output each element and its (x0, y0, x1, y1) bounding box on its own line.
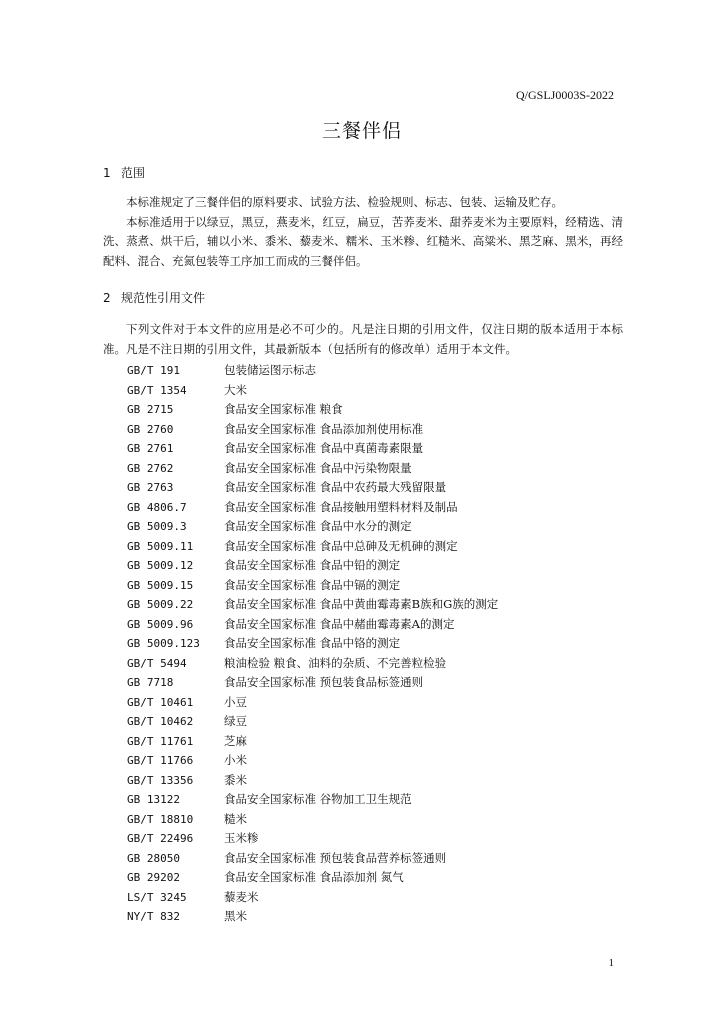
reference-code: GB 29202 (127, 871, 180, 884)
section-2-number: 2 (103, 291, 111, 305)
reference-title: 黑米 (224, 909, 247, 923)
reference-item (127, 751, 498, 771)
reference-title: 玉米糁 (224, 831, 259, 845)
scope-paragraph-1: 本标准规定了三餐伴侣的原料要求、试验方法、检验规则、标志、包装、运输及贮存。 (126, 195, 563, 209)
reference-code: GB 2760 (127, 422, 174, 436)
reference-title: 小米 (224, 753, 247, 767)
reference-title: 小豆 (224, 694, 247, 709)
section-1-body (103, 193, 623, 271)
reference-code: GB/T 10461 (127, 695, 194, 709)
reference-code: GB 28050 (127, 851, 180, 865)
reference-code: GB/T 191 (127, 364, 180, 377)
reference-list (127, 361, 498, 927)
reference-item (127, 907, 498, 927)
reference-code: GB 2715 (127, 403, 174, 416)
reference-code: GB/T 1354 (127, 383, 187, 397)
reference-item (127, 459, 498, 479)
reference-title: 糙米 (224, 811, 247, 826)
section-1-number: 1 (103, 166, 111, 180)
reference-title: 食品安全国家标准 食品中赭曲霉毒素A的测定 (224, 616, 455, 631)
reference-item (127, 478, 498, 498)
reference-title: 粮油检验 粮食、油料的杂质、不完善粒检验 (224, 655, 447, 670)
reference-code: GB 2763 (127, 481, 174, 494)
reference-code: GB/T 18810 (127, 812, 194, 826)
reference-item (127, 420, 498, 440)
reference-code: GB/T 11761 (127, 734, 194, 748)
reference-item (127, 771, 498, 791)
reference-code: GB 4806.7 (127, 500, 187, 514)
reference-title: 食品安全国家标准 食品中黄曲霉毒素B族和G族的测定 (224, 597, 499, 611)
reference-item (127, 400, 498, 420)
reference-item (127, 381, 498, 401)
reference-code: GB/T 5494 (127, 656, 187, 670)
reference-title: 食品安全国家标准 食品中铅的测定 (224, 558, 401, 572)
reference-title: 食品安全国家标准 食品中铬的测定 (224, 636, 401, 650)
reference-code: GB/T 11766 (127, 754, 194, 767)
reference-code: GB/T 22496 (127, 832, 194, 845)
reference-item (127, 732, 498, 752)
reference-title: 食品安全国家标准 预包装食品营养标签通则 (224, 850, 447, 865)
reference-code: GB 5009.22 (127, 598, 194, 611)
reference-item (127, 439, 498, 459)
reference-item (127, 654, 498, 674)
reference-title: 食品安全国家标准 食品添加剂使用标准 (224, 421, 424, 436)
reference-code: GB 5009.12 (127, 559, 194, 572)
reference-item (127, 595, 498, 615)
reference-title: 食品安全国家标准 粮食 (224, 402, 343, 416)
reference-code: GB 13122 (127, 793, 180, 806)
references-intro: 下列文件对于本文件的应用是必不可少的。凡是注日期的引用文件，仅注日期的版本适用于本标准。凡是不注日期的引用文件，其最新版本（包括所有的修改单）适用于本文件。 (103, 322, 623, 356)
reference-title: 包装储运图示标志 (224, 363, 316, 377)
section-1-heading (103, 164, 145, 181)
reference-item (127, 634, 498, 654)
reference-item (127, 498, 498, 518)
reference-title: 食品安全国家标准 食品添加剂 氮气 (224, 870, 404, 884)
section-2-heading (103, 289, 205, 306)
reference-title: 大米 (224, 382, 247, 397)
scope-paragraph-2: 本标准适用于以绿豆，黑豆，燕麦米，红豆，扁豆，苦荞麦米、甜荞麦米为主要原料，经精选、清洗、蒸煮、烘干后，辅以小米、黍米、藜麦米、糯米、玉米糁、红糙米、高粱米、黑芝麻、黑米，再经配料、混合、充氮包装等工序加工而成的三餐伴侣。 (103, 214, 623, 268)
reference-title: 藜麦米 (224, 889, 259, 904)
reference-title: 食品安全国家标准 食品中水分的测定 (224, 519, 412, 533)
reference-code: GB/T 13356 (127, 773, 194, 787)
reference-code: GB/T 10462 (127, 715, 194, 728)
reference-title: 食品安全国家标准 预包装食品标签通则 (224, 675, 424, 689)
section-2-title: 规范性引用文件 (121, 291, 206, 305)
reference-title: 食品安全国家标准 食品中农药最大残留限量 (224, 480, 447, 494)
reference-code: GB 5009.123 (127, 637, 200, 650)
reference-item (127, 556, 498, 576)
page-number: 1 (608, 957, 614, 969)
reference-code: LS/T 3245 (127, 890, 187, 904)
document-title: 三餐伴侣 (321, 120, 402, 142)
reference-title: 食品安全国家标准 食品接触用塑料材料及制品 (224, 499, 458, 514)
reference-item (127, 673, 498, 693)
section-1-title: 范围 (121, 166, 146, 180)
reference-title: 食品安全国家标准 食品中镉的测定 (224, 577, 401, 592)
reference-item (127, 829, 498, 849)
reference-item (127, 693, 498, 713)
reference-code: GB 5009.3 (127, 520, 187, 533)
reference-title: 食品安全国家标准 食品中污染物限量 (224, 460, 412, 475)
reference-item (127, 849, 498, 869)
reference-title: 黍米 (224, 772, 247, 787)
reference-item (127, 537, 498, 557)
reference-code: GB 5009.11 (127, 539, 194, 553)
reference-code: GB 5009.96 (127, 617, 194, 631)
reference-code: GB 2761 (127, 442, 174, 455)
reference-item (127, 576, 498, 596)
reference-code: GB 7718 (127, 676, 174, 689)
reference-title: 绿豆 (224, 714, 247, 728)
reference-code: GB 2762 (127, 461, 174, 475)
section-2-body (103, 320, 623, 359)
reference-item (127, 790, 498, 810)
reference-item (127, 888, 498, 908)
reference-code: NY/T 832 (127, 910, 180, 923)
reference-item (127, 517, 498, 537)
reference-item (127, 615, 498, 635)
reference-item (127, 712, 498, 732)
reference-title: 食品安全国家标准 谷物加工卫生规范 (224, 792, 412, 806)
reference-item (127, 361, 498, 381)
reference-item (127, 810, 498, 830)
reference-title: 食品安全国家标准 食品中真菌毒素限量 (224, 441, 424, 455)
reference-item (127, 868, 498, 888)
standard-code: Q/GSLJ0003S-2022 (515, 88, 614, 102)
reference-title: 芝麻 (224, 733, 247, 748)
reference-title: 食品安全国家标准 食品中总砷及无机砷的测定 (224, 538, 458, 553)
reference-code: GB 5009.15 (127, 578, 194, 592)
